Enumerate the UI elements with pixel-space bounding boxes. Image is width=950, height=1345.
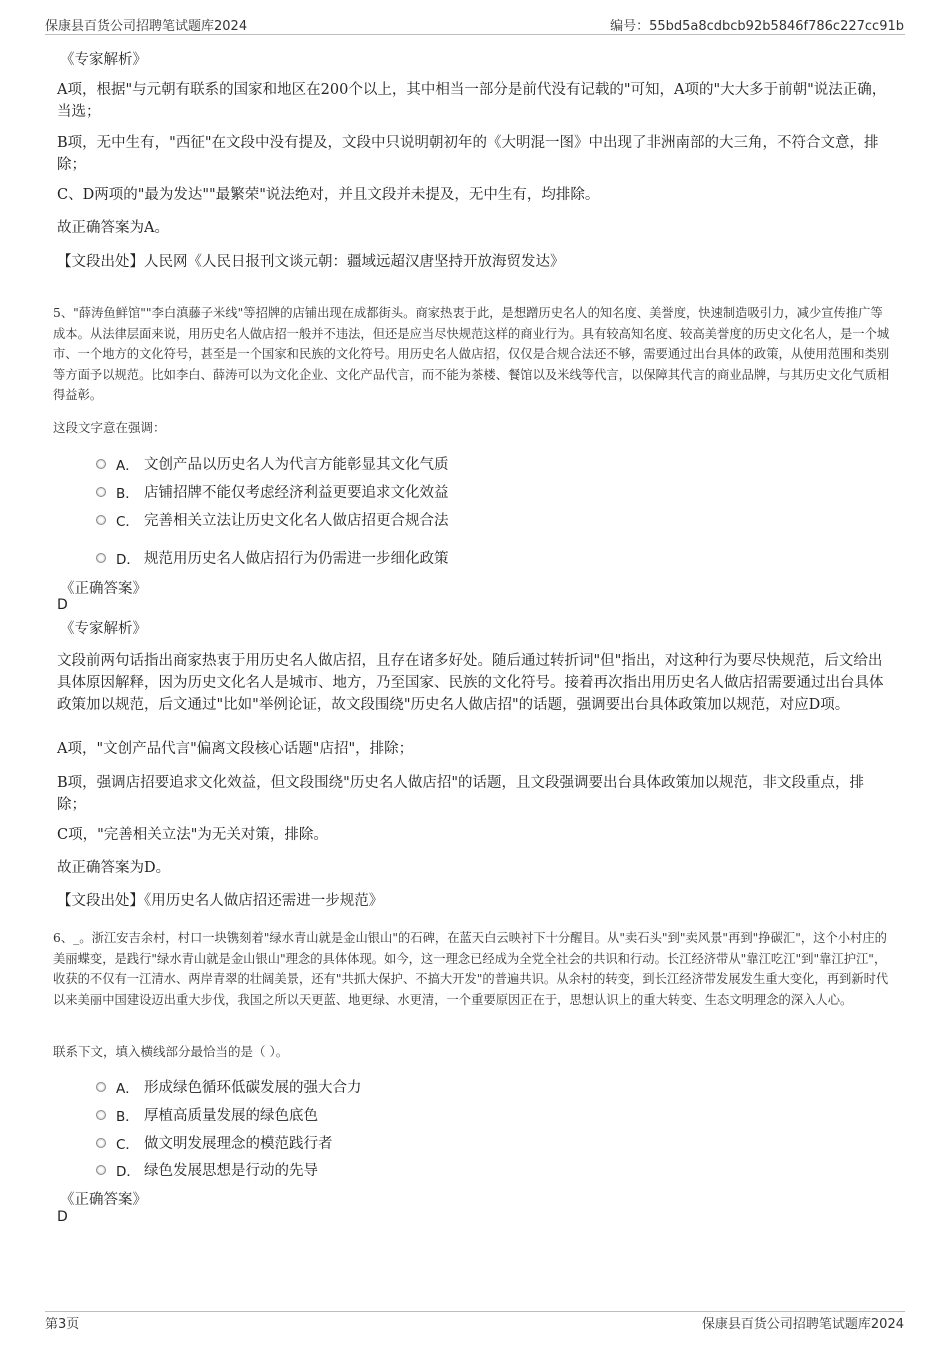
correct-answer: D bbox=[57, 597, 68, 613]
analysis-paragraph: B项，无中生有，"西征"在文段中没有提及，文段中只说明朝初年的《大明混一图》中出现了非洲南部的大三角，不符合文意，排除； bbox=[57, 135, 879, 173]
radio-icon[interactable] bbox=[96, 1138, 106, 1148]
header-divider bbox=[45, 34, 905, 35]
expert-analysis-label: 《专家解析》 bbox=[60, 52, 147, 68]
option-b[interactable] bbox=[96, 481, 449, 502]
question-prompt: 这段文字意在强调： bbox=[53, 420, 166, 435]
option-text: 完善相关立法让历史文化名人做店招更合规合法 bbox=[144, 513, 449, 529]
radio-icon[interactable] bbox=[96, 515, 106, 525]
option-letter: B． bbox=[116, 1108, 139, 1125]
footer-divider bbox=[45, 1311, 905, 1312]
expert-analysis-label: 《专家解析》 bbox=[60, 621, 147, 637]
option-letter: C． bbox=[116, 1136, 139, 1153]
source-citation: 【文段出处】人民网《人民日报刊文谈元朝：疆域远超汉唐坚持开放海贸发达》 bbox=[57, 254, 565, 270]
radio-icon[interactable] bbox=[96, 1082, 106, 1092]
option-text: 厚植高质量发展的绿色底色 bbox=[144, 1108, 318, 1124]
option-letter: C． bbox=[116, 513, 139, 530]
option-d[interactable] bbox=[96, 547, 449, 568]
option-text: 店铺招牌不能仅考虑经济利益更要追求文化效益 bbox=[144, 485, 449, 501]
correct-answer-label: 《正确答案》 bbox=[60, 1192, 147, 1208]
option-letter: D． bbox=[116, 551, 140, 568]
analysis-paragraph: 文段前两句话指出商家热衷于用历史名人做店招，且存在诸多好处。随后通过转折词"但"指出，对这种行为要尽快规范，后文给出具体原因解释，因为历史文化名人是城市、地方，乃至国家、民族的文化符号。接着再次指出用历史名人做店招需要通过出台具体政策加以规范，后文通过"比如"举例论证，故文段围绕"历史名人做店招"的话题，强调要出台具体政策加以规范，对应D项。 bbox=[57, 653, 884, 713]
option-text: 绿色发展思想是行动的先导 bbox=[144, 1163, 318, 1179]
document-id: 编号：55bd5a8cdbcb92b5846f786c227cc91b bbox=[610, 19, 904, 34]
option-text: 文创产品以历史名人为代言方能彰显其文化气质 bbox=[144, 457, 449, 473]
option-text: 规范用历史名人做店招行为仍需进一步细化政策 bbox=[144, 551, 449, 567]
option-d[interactable] bbox=[96, 1159, 318, 1180]
radio-icon[interactable] bbox=[96, 1165, 106, 1175]
page-number: 第3页 bbox=[45, 1317, 80, 1332]
option-b[interactable] bbox=[96, 1104, 318, 1125]
correct-answer: D bbox=[57, 1209, 68, 1225]
radio-icon[interactable] bbox=[96, 459, 106, 469]
radio-icon[interactable] bbox=[96, 487, 106, 497]
radio-icon[interactable] bbox=[96, 1110, 106, 1120]
analysis-paragraph: B项，强调店招要追求文化效益，但文段围绕"历史名人做店招"的话题，且文段强调要出台具体政策加以规范，非文段重点，排除； bbox=[57, 775, 864, 813]
footer-title: 保康县百货公司招聘笔试题库2024 bbox=[701, 1317, 904, 1332]
radio-icon[interactable] bbox=[96, 553, 106, 563]
option-c[interactable] bbox=[96, 509, 449, 530]
option-letter: D． bbox=[116, 1163, 140, 1180]
answer-statement: 故正确答案为A。 bbox=[57, 220, 169, 236]
analysis-paragraph: A项，"文创产品代言"偏离文段核心话题"店招"，排除； bbox=[57, 741, 414, 757]
option-letter: A． bbox=[116, 1080, 139, 1097]
correct-answer-label: 《正确答案》 bbox=[60, 581, 147, 597]
option-letter: B． bbox=[116, 485, 139, 502]
option-c[interactable] bbox=[96, 1132, 333, 1153]
option-text: 做文明发展理念的模范践行者 bbox=[144, 1136, 333, 1152]
analysis-paragraph: A项，根据"与元朝有联系的国家和地区在200个以上，其中相当一部分是前代没有记载的"可知，A项的"大大多于前朝"说法正确，当选； bbox=[57, 82, 887, 120]
option-a[interactable] bbox=[96, 1076, 362, 1097]
question-prompt: 联系下文，填入横线部分最恰当的是（ ）。 bbox=[53, 1044, 289, 1059]
analysis-paragraph: C、D两项的"最为发达""最繁荣"说法绝对，并且文段并未提及，无中生有，均排除。 bbox=[57, 187, 600, 203]
answer-statement: 故正确答案为D。 bbox=[57, 860, 171, 876]
question-stem: 5、"薛涛鱼鲜馆""李白滇藤子米线"等招牌的店铺出现在成都街头。商家热衷于此，是想蹭历史名人的知名度、美誉度，快速制造吸引力，减少宣传推广等成本。从法律层面来说，用历史名人做店招一般并不违法，但还是应当尽快规范这样的商业行为。具有较高知名度、较高美誉度的历史文化名人，是一个城市、一个地方的文化符号，甚至是一个国家和民族的文化符号。用历史名人做店招，仅仅是合规合法还不够，需要通过出台具体的政策，从使用范围和类别等方面予以规范。比如李白、薛涛可以为文化企业、文化产品代言，而不能为茶楼、餐馆以及米线等代言，以保障其代言的商业品牌，与其历史文化气质相得益彰。 bbox=[53, 306, 890, 402]
option-a[interactable] bbox=[96, 453, 449, 474]
header-title: 保康县百货公司招聘笔试题库2024 bbox=[45, 19, 248, 34]
option-text: 形成绿色循环低碳发展的强大合力 bbox=[144, 1080, 362, 1096]
source-citation: 【文段出处】《用历史名人做店招还需进一步规范》 bbox=[57, 893, 384, 909]
option-letter: A． bbox=[116, 457, 139, 474]
question-stem: 6、_。浙江安吉余村，村口一块镌刻着"绿水青山就是金山银山"的石碑，在蓝天白云映衬下十分醒目。从"卖石头"到"卖风景"再到"挣碳汇"，这个小村庄的美丽蝶变，是践行"绿水青山就是金山银山"理念的具体体现。如今，这一理念已经成为全党全社会的共识和行动。长江经济带从"靠江吃江"到"靠江护江"，收获的不仅有一江清水、两岸青翠的壮阔美景，还有"共抓大保护、不搞大开发"的普遍共识。从余村的转变，到长江经济带发展发生重大变化，再到新时代以来美丽中国建设迈出重大步伐，我国之所以天更蓝、地更绿、水更清，一个重要原因正在于，思想认识上的重大转变、生态文明理念的深入人心。 bbox=[53, 931, 889, 1007]
analysis-paragraph: C项，"完善相关立法"为无关对策，排除。 bbox=[57, 827, 328, 843]
